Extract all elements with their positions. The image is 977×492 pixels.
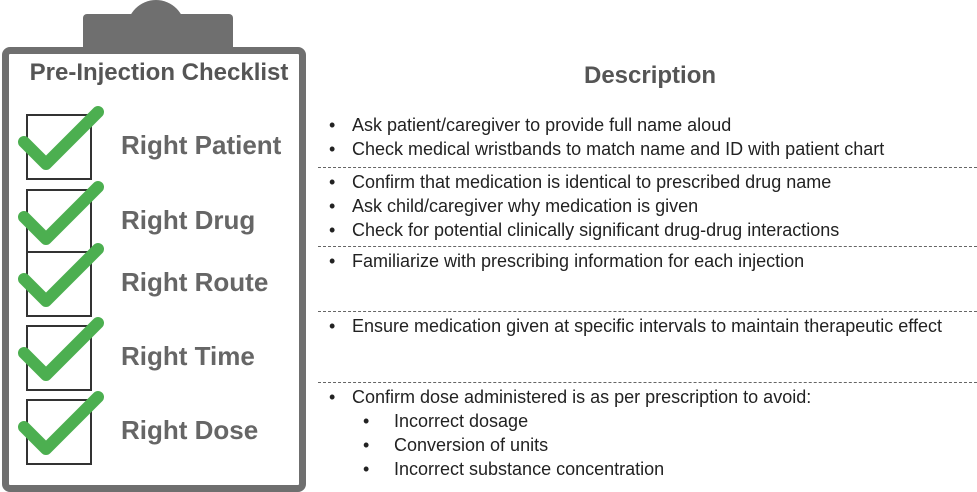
checklist-item-dose	[0, 399, 310, 479]
description-bullet: • Familiarize with prescribing information for each injection	[326, 249, 804, 273]
checkmark-icon	[14, 102, 106, 178]
description-title: Description	[583, 62, 717, 89]
description-bullet: • Check for potential clinically significant drug-drug interactions	[326, 218, 839, 242]
description-sub-bullet: • Incorrect dosage	[326, 409, 811, 433]
description-bullet: • Ask child/caregiver why medication is given	[326, 194, 839, 218]
description-group-drug	[326, 170, 839, 242]
checklist-item-label: Right Dose	[121, 415, 259, 445]
description-group-patient	[326, 113, 884, 161]
description-bullet: • Confirm dose administered is as per prescription to avoid:	[326, 385, 811, 409]
description-bullet: • Ask patient/caregiver to provide full name aloud	[326, 113, 884, 137]
checkmark-icon	[14, 239, 106, 315]
description-bullet: • Check medical wristbands to match name and ID with patient chart	[326, 137, 884, 161]
checklist-item-label: Right Patient	[121, 130, 282, 160]
description-sub-bullet: • Conversion of units	[326, 433, 811, 457]
checklist-title: Pre-Injection Checklist	[29, 59, 289, 86]
description-bullet: • Ensure medication given at specific intervals to maintain therapeutic effect	[326, 314, 976, 338]
row-divider	[318, 167, 977, 168]
row-divider	[318, 246, 977, 247]
description-group-time	[326, 314, 976, 338]
description-group-route	[326, 249, 804, 273]
checkmark-icon	[14, 313, 106, 389]
description-bullet: • Confirm that medication is identical to prescribed drug name	[326, 170, 839, 194]
row-divider	[318, 382, 977, 383]
checklist-item-label: Right Time	[121, 341, 255, 371]
checkmark-icon	[14, 387, 106, 463]
checklist-item-label: Right Route	[121, 267, 269, 297]
checklist-item-label: Right Drug	[121, 205, 256, 235]
description-group-dose	[326, 385, 811, 481]
description-sub-list-wrapper	[326, 409, 811, 481]
description-sub-list	[326, 409, 811, 481]
description-sub-bullet: • Incorrect substance concentration	[326, 457, 811, 481]
row-divider	[318, 311, 977, 312]
